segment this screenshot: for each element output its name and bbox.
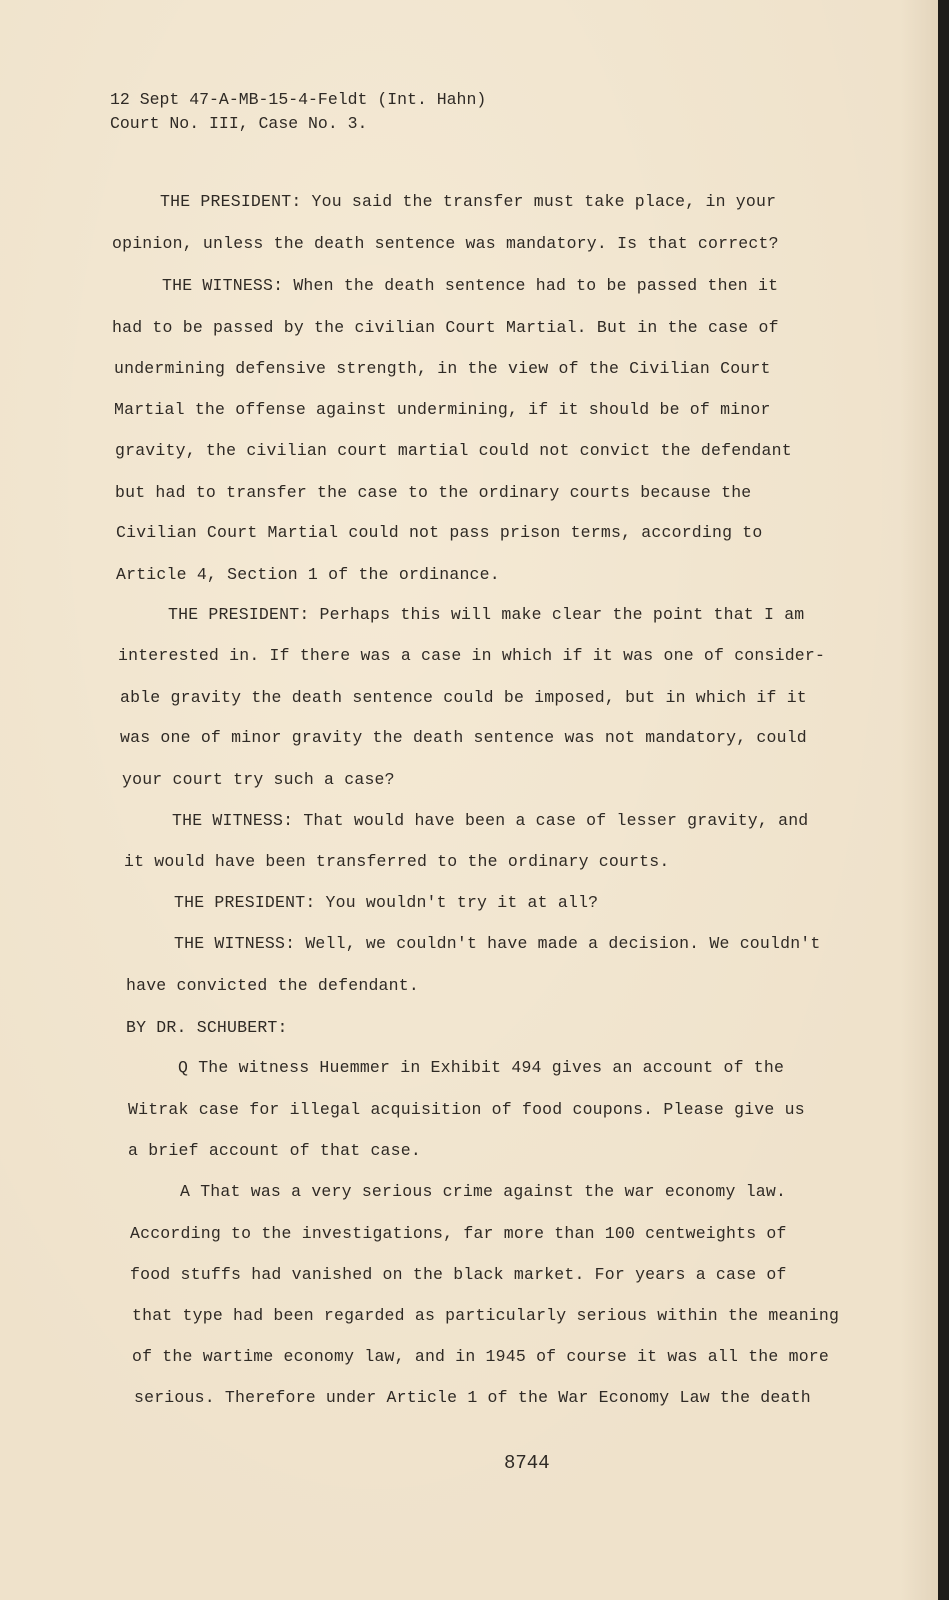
text-line: interested in. If there was a case in which if it was one of consider- [118,646,826,665]
header-court-case: Court No. III, Case No. 3. [110,114,368,133]
text-line: BY DR. SCHUBERT: [126,1018,288,1037]
text-line: THE WITNESS: Well, we couldn't have made a decision. We couldn't [174,934,821,953]
text-line: serious. Therefore under Article 1 of the War Economy Law the death [134,1388,811,1407]
text-line: Witrak case for illegal acquisition of food coupons. Please give us [128,1100,805,1119]
text-line: THE PRESIDENT: Perhaps this will make clear the point that I am [168,605,805,624]
text-line: a brief account of that case. [128,1141,421,1160]
text-line: THE PRESIDENT: You wouldn't try it at all? [174,893,599,912]
text-line: Article 4, Section 1 of the ordinance. [116,565,500,584]
text-line: opinion, unless the death sentence was mandatory. Is that correct? [112,234,779,253]
text-line: of the wartime economy law, and in 1945 of course it was all the more [132,1347,830,1366]
text-line: food stuffs had vanished on the black market. For years a case of [130,1265,787,1284]
text-line: undermining defensive strength, in the view of the Civilian Court [114,359,771,378]
text-line: THE PRESIDENT: You said the transfer must take place, in your [160,192,777,211]
document-header [110,88,486,136]
text-line: gravity, the civilian court martial could not convict the defendant [115,441,792,460]
text-line: that type had been regarded as particularly serious within the meaning [132,1306,840,1325]
text-line: Martial the offense against undermining, if it should be of minor [114,400,771,419]
text-line: Civilian Court Martial could not pass prison terms, according to [116,523,763,542]
text-line: but had to transfer the case to the ordinary courts because the [115,483,752,502]
text-line: THE WITNESS: When the death sentence had to be passed then it [162,276,779,295]
text-line: Q The witness Huemmer in Exhibit 494 gives an account of the [178,1058,785,1077]
page-number: 8744 [504,1452,550,1474]
header-reference: 12 Sept 47-A-MB-15-4-Feldt (Int. Hahn) [110,90,487,109]
text-line: your court try such a case? [122,770,395,789]
text-line: THE WITNESS: That would have been a case of lesser gravity, and [172,811,809,830]
text-line: had to be passed by the civilian Court Martial. But in the case of [112,318,779,337]
text-line: able gravity the death sentence could be imposed, but in which if it [120,688,807,707]
text-line: was one of minor gravity the death sentence was not mandatory, could [120,728,807,747]
text-line: it would have been transferred to the ordinary courts. [124,852,670,871]
text-line: According to the investigations, far more than 100 centweights of [130,1224,787,1243]
text-line: have convicted the defendant. [126,976,419,995]
text-line: A That was a very serious crime against the war economy law. [180,1182,787,1201]
